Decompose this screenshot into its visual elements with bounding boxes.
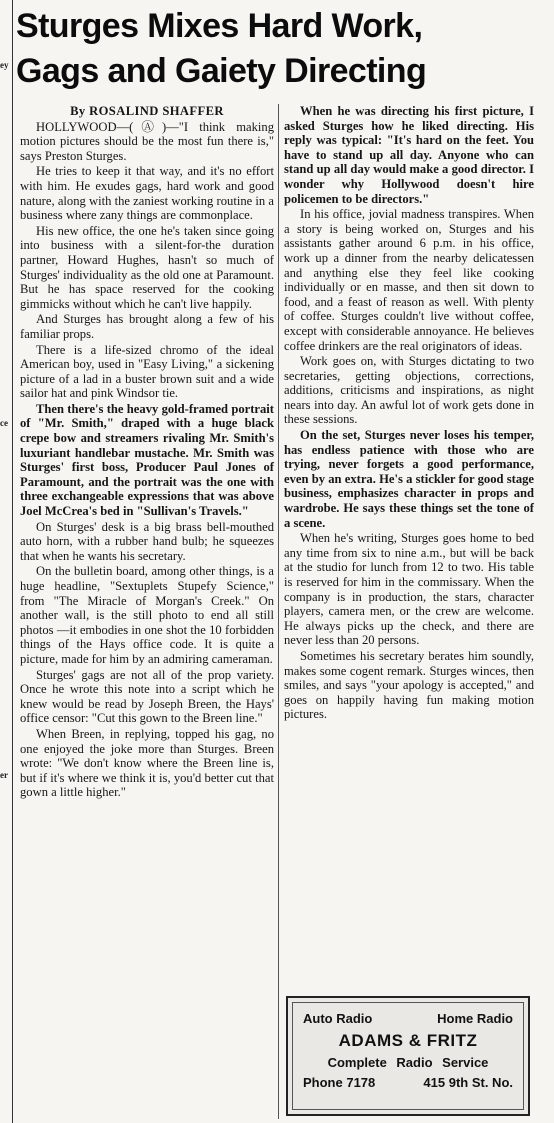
ad-business-name: ADAMS & FRITZ [338, 1031, 478, 1050]
article-paragraph: Sturges' gags are not all of the prop variety. Once he wrote this note into a script which he knew would be read by Joseph Breen, the Hays' office censor: "Cut this gown to the Breen line." [20, 667, 274, 726]
article-paragraph: Work goes on, with Sturges dictating to two secretaries, getting objections, corrections, additions, criticisms and inspirations, as night nears into day. An awful lot of work gets done in these sessions. [284, 354, 534, 427]
adams-fritz-advertisement [286, 996, 530, 1116]
article-paragraph: When Breen, in replying, topped his gag, no one enjoyed the joke more than Sturges. Breen wrote: "We don't know where the Breen line is, but if it's where we think it is, you'd better cut that gown a little higher." [20, 726, 274, 800]
ad-service-row [293, 1055, 523, 1070]
edge-fragment: ey [0, 60, 9, 70]
article-paragraph: On the set, Sturges never loses his temper, has endless patience with those who are trying, never forgets a good performance, even by an extra. He's a stickler for good stage business, emphasizes character in props and wardrobe. He says these things set the tone of a scene. [284, 428, 534, 530]
ad-phone: Phone 7178 [303, 1075, 376, 1090]
article-column-right [284, 104, 534, 722]
byline: By ROSALIND SHAFFER [70, 104, 224, 118]
article-paragraph: When he's writing, Sturges goes home to bed any time from six to nine a.m., but will be back at the studio for lunch from 12 to two. His table is reserved for him in the commissary. When the company is in production, the stars, character players, camera men, or the crew are welcome. He always picks up the check, and there are never less than 20 persons. [284, 531, 534, 648]
article-column-left [20, 104, 274, 800]
ad-service: Complete Radio Service [327, 1055, 489, 1070]
article-paragraph: Sometimes his secretary berates him soundly, makes some cogent remark. Sturges winces, then smiles, and says "your apology is accepted," and goes on happily having fun making motion pictures. [284, 648, 534, 722]
article-paragraph: There is a life-sized chromo of the ideal American boy, used in "Easy Living," a sickening picture of a lad in a buster brown suit and a wide sailor hat and pink Windsor tie. [20, 342, 274, 401]
article-headline [16, 4, 546, 94]
ad-auto-radio: Auto Radio [303, 1011, 373, 1026]
edge-fragment: er [0, 770, 8, 780]
ad-inner-border [292, 1002, 524, 1110]
ad-home-radio: Home Radio [437, 1011, 513, 1026]
ad-contact-row [293, 1075, 523, 1090]
ad-business-name-row [293, 1031, 523, 1051]
ad-address: 415 9th St. No. [423, 1075, 513, 1090]
article-paragraph: When he was directing his first picture, I asked Sturges how he liked directing. His reply was typical: "It's hard on the feet. You have to stand up all day. Anyone who can stand up all day would make a good director. I wonder why Hollywood doesn't hire policemen to be directors." [284, 104, 534, 206]
edge-fragment: ce [0, 418, 8, 428]
article-paragraph: In his office, jovial madness transpires. When a story is being worked on, Sturges and his assistants gather around 6 p.m. in his office, work up a dinner from the nearby delicatessen and anything else they feel like cooking individually or en masse, and then sit down to food, and a feast of reason as well. With plenty of coffee. Sturges couldn't live without coffee, except with considerable annoyance. He believes coffee drinkers are the real originators of ideas. [284, 207, 534, 353]
ad-top-row [293, 1011, 523, 1026]
article-paragraph: He tries to keep it that way, and it's no effort with him. He exudes gags, hard work and good nature, along with the zaniest working routine in a business where zany things are commonplace. [20, 164, 274, 223]
article-paragraph: Then there's the heavy gold-framed portrait of "Mr. Smith," draped with a huge black crepe bow and streamers rivaling Mr. Smith's luxuriant handlebar mustache. Mr. Smith was Sturges' first boss, Producer Paul Jones of Paramount, and the portrait was the one with three exchangeable expressions that was above Joel McCrea's bed in "Sullivan's Travels." [20, 401, 274, 519]
headline-line-2: Gags and Gaiety Directing [16, 52, 427, 90]
adjacent-column-edge [0, 0, 13, 1123]
column-divider [278, 104, 279, 1119]
article-paragraph: And Sturges has brought along a few of his familiar props. [20, 312, 274, 341]
article-paragraph: On Sturges' desk is a big brass bell-mouthed auto horn, with a rubber hand bulb; he squeezes that when he wants his secretary. [20, 519, 274, 563]
article-paragraph: His new office, the one he's taken since going into business with a silent-for-the duration partner, Howard Hughes, hasn't so much of Sturges' individuality as the old one at Paramount. But he has space reserved for the cooking gimmicks without which he can't live happily. [20, 223, 274, 311]
headline-line-1: Sturges Mixes Hard Work, [16, 7, 423, 45]
article-paragraph: HOLLYWOOD—(Ⓐ)—"I think making motion pictures should be the most fun there is," says Preston Sturges. [20, 119, 274, 163]
article-paragraph: On the bulletin board, among other things, is a huge headline, "Sextuplets Stupefy Science," from "The Miracle of Morgan's Creek." On another wall, is the still photo to end all still photos —it embodies in one shot the 10 forbidden things of the Hays office code. It is quite a picture, made for him by an admiring cameraman. [20, 564, 274, 666]
